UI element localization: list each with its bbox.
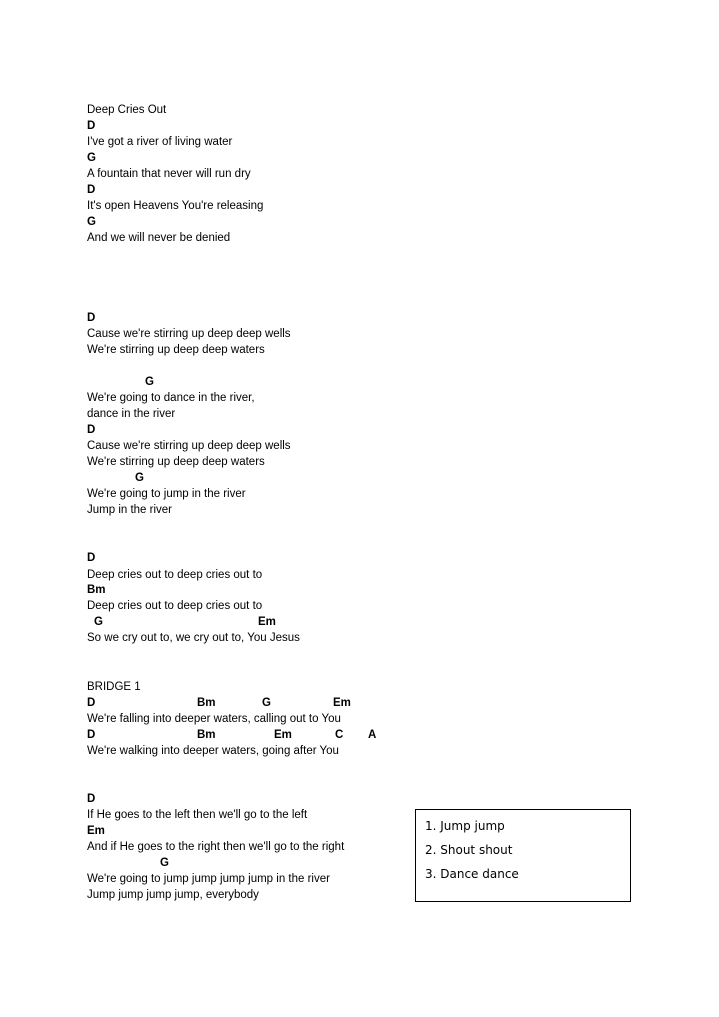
chord: G (135, 472, 144, 484)
chord: G (87, 152, 96, 164)
chord: G (262, 697, 271, 709)
lyric-line: And we will never be denied (87, 232, 231, 244)
song-title: Deep Cries Out (87, 104, 167, 116)
lyric-line: It's open Heavens You're releasing (87, 200, 264, 212)
chord: C (335, 729, 344, 741)
chord: G (145, 376, 154, 388)
chord: Em (333, 697, 351, 709)
chord: D (87, 424, 96, 436)
lyric-line: I've got a river of living water (87, 136, 233, 148)
chord: Bm (87, 584, 106, 596)
chord: G (94, 616, 103, 628)
note-item: 2. Shout shout (425, 843, 513, 857)
chord: D (87, 793, 96, 805)
lyric-line: A fountain that never will run dry (87, 168, 251, 180)
lyric-line: We're going to jump jump jump jump in the river (87, 873, 330, 885)
chord: D (87, 312, 96, 324)
chord: D (87, 552, 96, 564)
note-item: 3. Dance dance (425, 867, 519, 881)
chord: Em (258, 616, 276, 628)
chord: Bm (197, 729, 216, 741)
lyric-line: Deep cries out to deep cries out to (87, 600, 263, 612)
lyric-line: If He goes to the left then we'll go to the left (87, 809, 308, 821)
section-label: BRIDGE 1 (87, 681, 141, 693)
chord: A (368, 729, 377, 741)
chord: D (87, 184, 96, 196)
lyric-line: Jump jump jump jump, everybody (87, 889, 259, 901)
chord: D (87, 729, 96, 741)
chord: Bm (197, 697, 216, 709)
lyric-line: We're stirring up deep deep waters (87, 344, 265, 356)
lyric-line: We're walking into deeper waters, going after You (87, 745, 339, 757)
chord: G (87, 216, 96, 228)
note-item: 1. Jump jump (425, 819, 505, 833)
lyric-line: dance in the river (87, 408, 176, 420)
lyric-line: Deep cries out to deep cries out to (87, 569, 263, 581)
lyric-line: We're going to dance in the river, (87, 392, 255, 404)
chord: D (87, 697, 96, 709)
lyric-line: Cause we're stirring up deep deep wells (87, 440, 291, 452)
lyric-line: We're stirring up deep deep waters (87, 456, 265, 468)
lyric-line: We're going to jump in the river (87, 488, 246, 500)
lyric-line: And if He goes to the right then we'll go to the right (87, 841, 345, 853)
chord: Em (87, 825, 105, 837)
lyric-line: Jump in the river (87, 504, 173, 516)
lyric-line: Cause we're stirring up deep deep wells (87, 328, 291, 340)
notes-box (415, 809, 631, 902)
chord: G (160, 857, 169, 869)
lyric-line: We're falling into deeper waters, calling out to You (87, 713, 341, 725)
chord: Em (274, 729, 292, 741)
chord: D (87, 120, 96, 132)
lyric-line: So we cry out to, we cry out to, You Jesus (87, 632, 300, 644)
